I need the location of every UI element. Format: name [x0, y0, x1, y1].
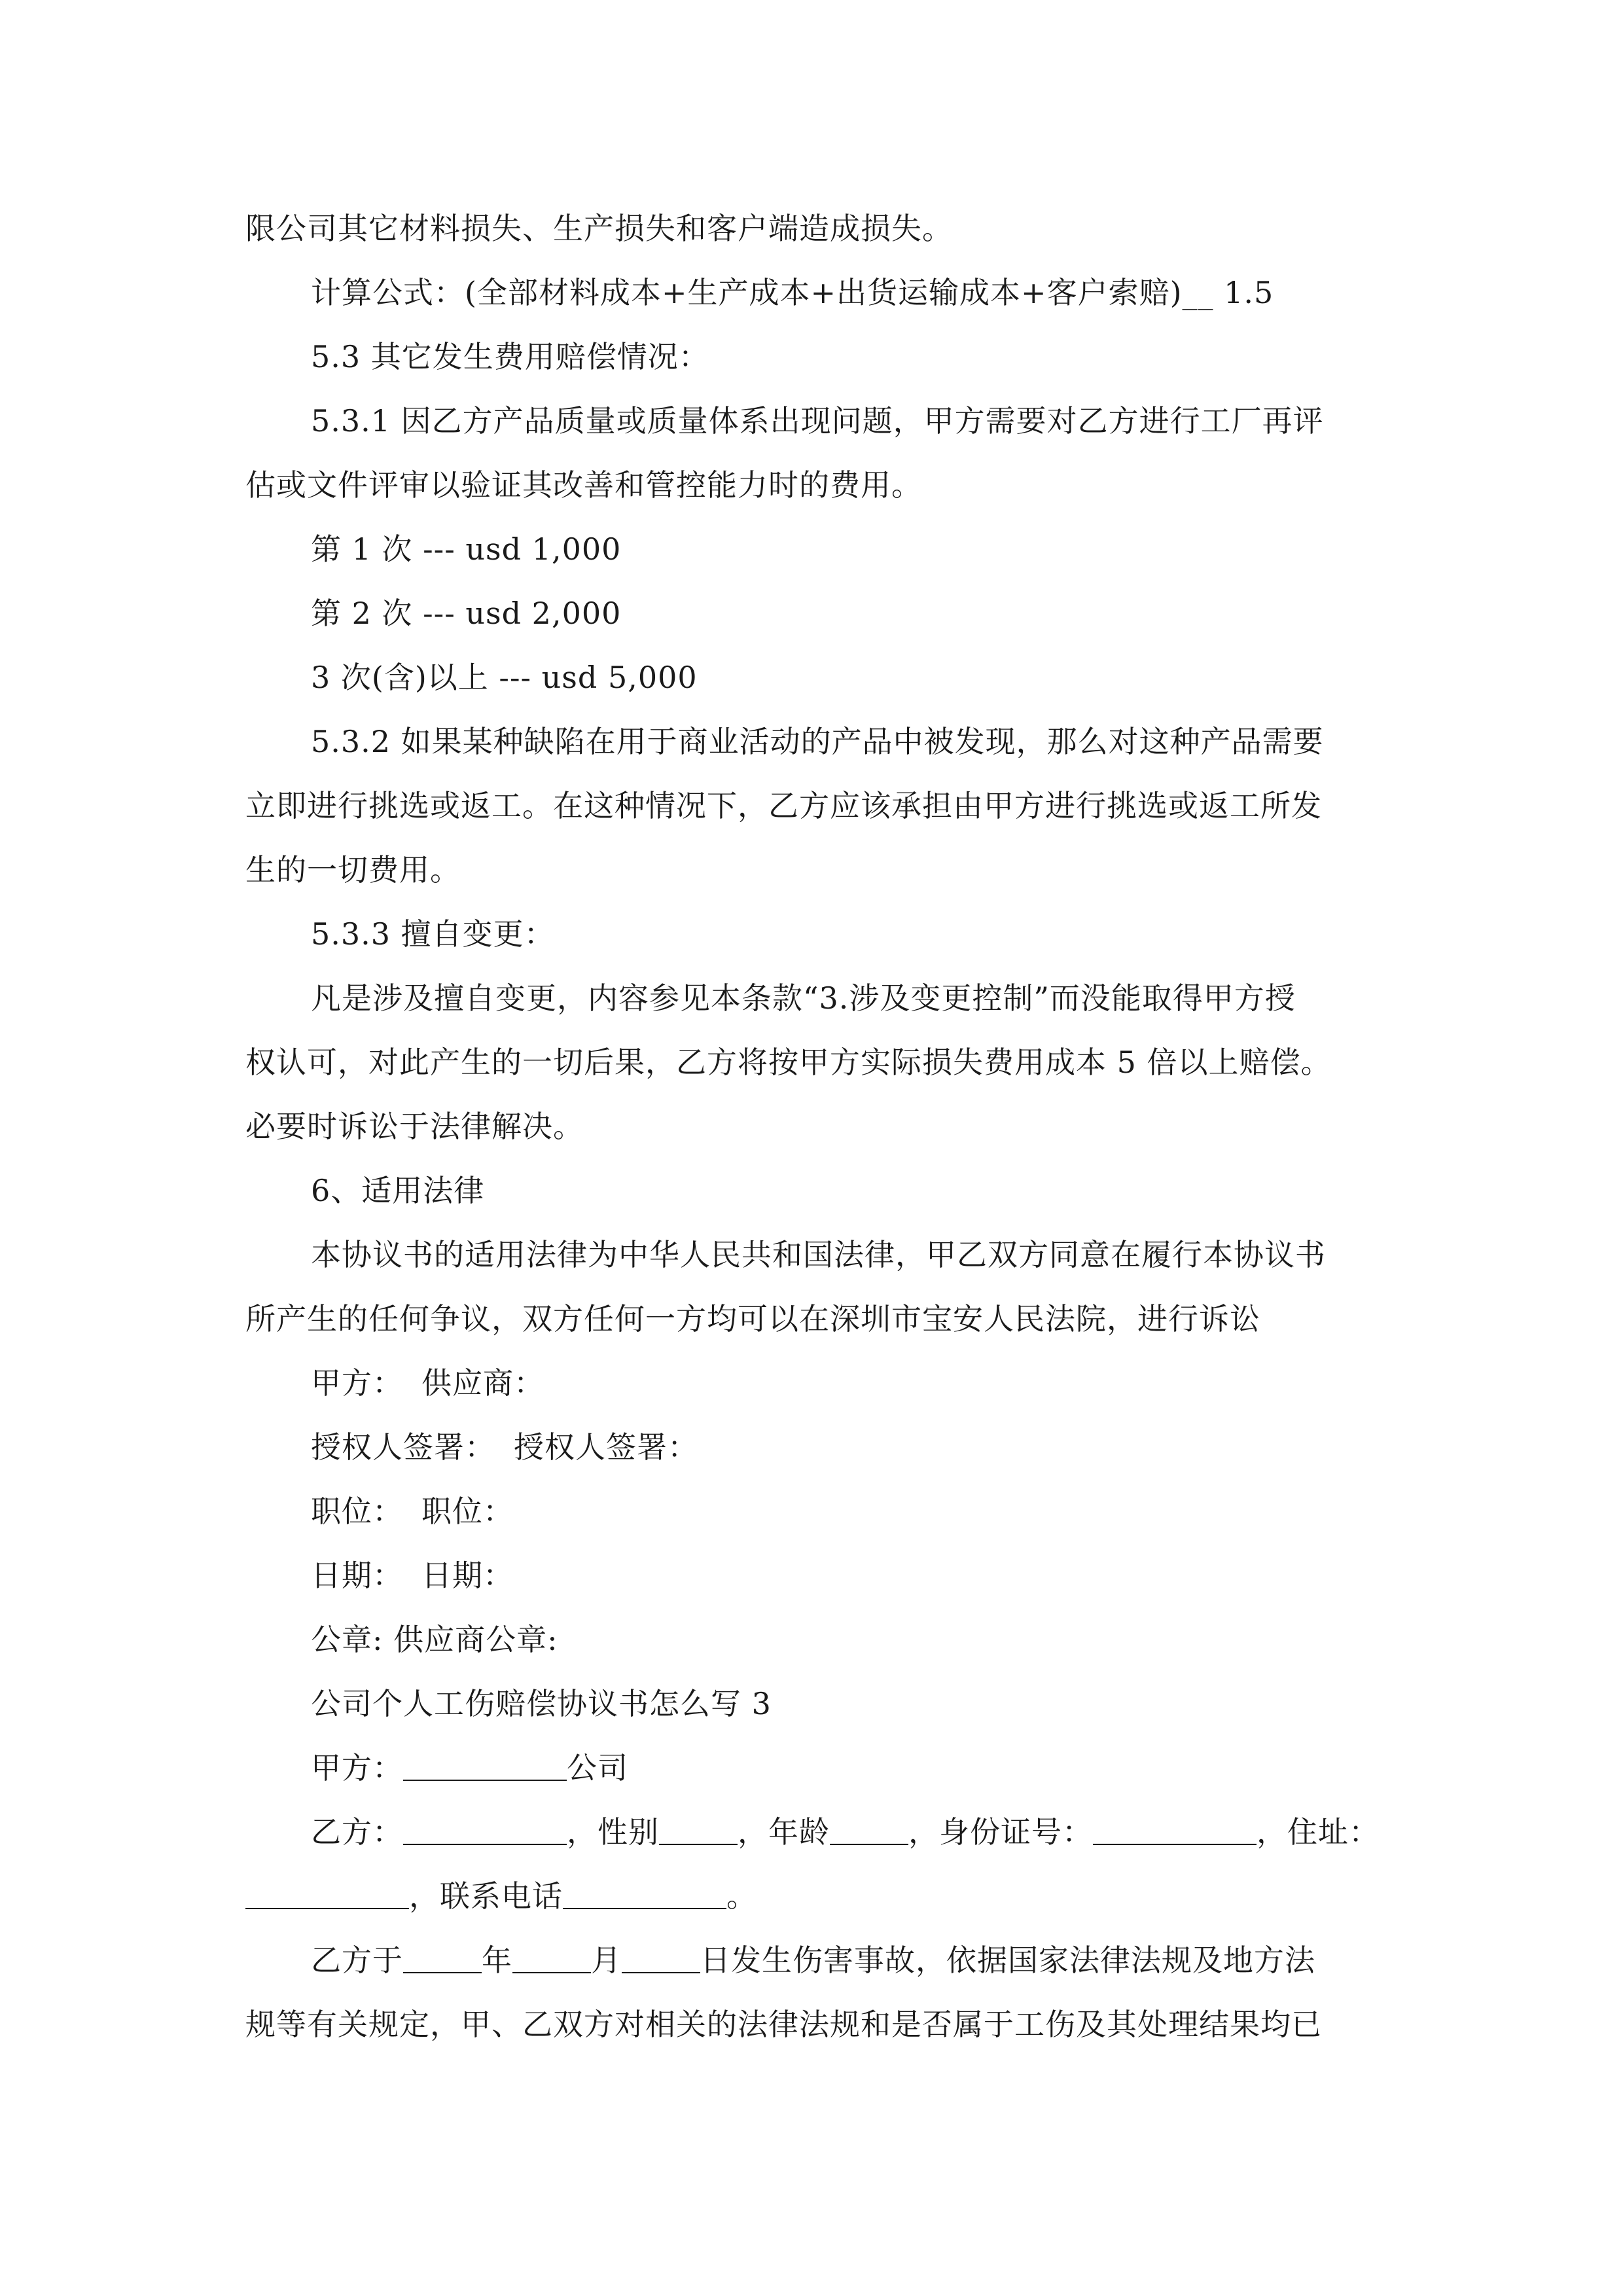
law-paragraph: 本协议书的适用法律为中华人民共和国法律，甲乙双方同意在履行本协议书: [311, 1237, 1326, 1272]
section-heading-6: 6、适用法律: [311, 1173, 485, 1208]
accident-text: 日发生伤害事故，依据国家法律法规及地方法: [700, 1943, 1315, 1978]
party-b-line-cont: [245, 1864, 1397, 1928]
accident-prefix: 乙方于: [311, 1943, 403, 1978]
clause-5-3-2: 5.3.2 如果某种缺陷在用于商业活动的产品中被发现，那么对这种产品需要: [311, 724, 1324, 759]
accident-line: [245, 1928, 1397, 1992]
id-label: ，身份证号：: [908, 1814, 1093, 1850]
fee-item-1: 第 1 次 --- usd 1,000: [311, 531, 622, 567]
phone-blank: [563, 1882, 726, 1909]
company-suffix: 公司: [567, 1750, 628, 1785]
party-b-line: [245, 1800, 1397, 1864]
year-blank: [403, 1946, 482, 1973]
party-a-label-2: 甲方：: [311, 1750, 403, 1785]
company-name-blank: [403, 1753, 567, 1781]
year-label: 年: [482, 1943, 512, 1978]
seal-line: 公章: 供应商公章:: [311, 1622, 558, 1657]
position-a: 职位：: [311, 1494, 403, 1529]
clause-5-3-3-end: 必要时诉讼于法律解决。: [245, 1109, 584, 1144]
clause-5-3-2-cont: 立即进行挑选或返工。在这种情况下，乙方应该承担由甲方进行挑选或返工所发: [245, 788, 1322, 823]
authorized-sign-b: 授权人签署：: [514, 1429, 698, 1465]
name-blank: [403, 1818, 567, 1845]
address-blank: [245, 1882, 409, 1909]
formula-line: 计算公式：(全部材料成本+生产成本+出货运输成本+客户索赔)__ 1.5: [311, 275, 1274, 310]
fee-item-3: 3 次(含)以上 --- usd 5,000: [311, 660, 698, 695]
signature-title-line: [245, 1479, 1397, 1543]
address-label: ，住址：: [1257, 1814, 1380, 1850]
clause-5-3-3-body: 凡是涉及擅自变更，内容参见本条款“3.涉及变更控制”而没能取得甲方授: [311, 980, 1296, 1016]
age-label: ，年龄: [738, 1814, 830, 1850]
party-a-label: 甲方：: [311, 1365, 403, 1401]
phone-label: ，联系电话: [409, 1878, 563, 1914]
party-a-line: [245, 1736, 1397, 1800]
day-blank: [622, 1946, 700, 1973]
clause-5-3-3: 5.3.3 擅自变更：: [311, 916, 555, 952]
authorized-sign-a: 授权人签署：: [311, 1429, 495, 1465]
section-heading-5-3: 5.3 其它发生费用赔偿情况：: [311, 339, 709, 374]
id-blank: [1093, 1818, 1257, 1845]
clause-5-3-2-end: 生的一切费用。: [245, 852, 461, 888]
paragraph-line: 限公司其它材料损失、生产损失和客户端造成损失。: [245, 211, 953, 246]
month-blank: [512, 1946, 591, 1973]
signature-auth-line: [245, 1415, 1397, 1479]
clause-5-3-1: 5.3.1 因乙方产品质量或质量体系出现问题，甲方需要对乙方进行工厂再评: [311, 403, 1324, 439]
date-b: 日期：: [421, 1558, 514, 1593]
month-label: 月: [591, 1943, 622, 1978]
gender-label: ，性别: [567, 1814, 659, 1850]
party-b-label: 乙方：: [311, 1814, 403, 1850]
period: 。: [726, 1878, 757, 1914]
fee-item-2: 第 2 次 --- usd 2,000: [311, 596, 622, 631]
document-subtitle: 公司个人工伤赔偿协议书怎么写 3: [311, 1686, 772, 1721]
signature-party-line: [245, 1351, 1397, 1415]
position-b: 职位：: [421, 1494, 514, 1529]
supplier-label: 供应商：: [421, 1365, 544, 1401]
document-page: [245, 196, 1397, 2056]
age-blank: [830, 1818, 908, 1845]
date-a: 日期：: [311, 1558, 403, 1593]
accident-line-cont: 规等有关规定，甲、乙双方对相关的法律法规和是否属于工伤及其处理结果均已: [245, 2007, 1322, 2042]
clause-5-3-1-cont: 估或文件评审以验证其改善和管控能力时的费用。: [245, 467, 922, 503]
gender-blank: [659, 1818, 738, 1845]
signature-date-line: [245, 1543, 1397, 1607]
clause-5-3-3-cont: 权认可，对此产生的一切后果，乙方将按甲方实际损失费用成本 5 倍以上赔偿。: [245, 1045, 1332, 1080]
law-paragraph-cont: 所产生的任何争议，双方任何一方均可以在深圳市宝安人民法院，进行诉讼: [245, 1301, 1260, 1336]
